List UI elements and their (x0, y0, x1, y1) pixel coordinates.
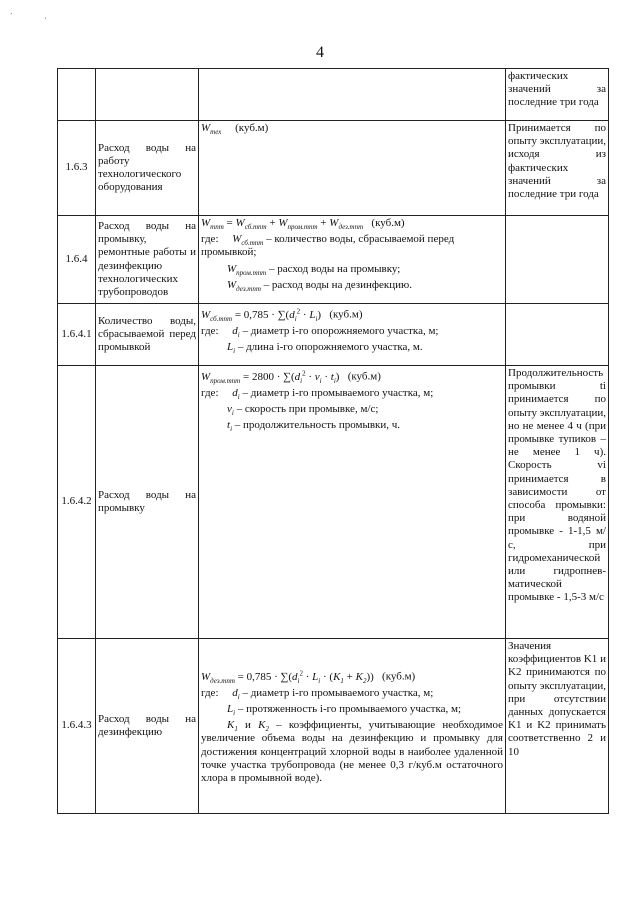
item-note (506, 639, 609, 814)
variable-description: – длина i-го опорожняемого участка, м. (237, 341, 423, 354)
where-label: где: (201, 233, 219, 246)
item-note: фактических значений за последние три года (506, 69, 609, 121)
formula-unit: (куб.м) (235, 122, 269, 134)
item-name: Количество воды, сбрасываемой перед промывкой (96, 304, 199, 366)
formula-unit: (куб.м) (347, 370, 381, 383)
table-row (58, 69, 609, 121)
note-text: Значения коэффициентов K1 и K2 принимаются по опыту эксплуатации, при отсутствии данных допускается K1 и K2 принимать соответственно 2 и 10 (508, 640, 606, 758)
item-note: Продолжительность промывки ti принимается по опыту эксплуатации, но не менее 4 ч (при промывке тупиков – не менее 1 ч). Скорость vi принимается в зависимости от способа промывки: при водяной промывке - 1-1,5 м/с, при гидромеханической или гидропнев-матической промывке - 1,5-3 м/с (506, 366, 609, 639)
item-name: Расход воды на дезинфекцию (96, 639, 199, 814)
page-number: 4 (316, 44, 324, 61)
formula-unit: (куб.м) (371, 217, 405, 229)
item-formula: $W_{дез.тпт} = 0,785 \cdot \sum(d_i^2 \cdot L_i \cdot (K_1 + K_2))$ (куб.м) где: $d_i$ – диаметр i-го промываемого участка, м; $L_i$ – протяженность i-го промываемого участка, м; $K_1$ и $K_2$ – коэффициенты, учитывающие необходимое увеличение объема воды на дезинфекцию и промывку для достижения концентраций хлорной воды в наиболее удаленной точке участка трубопровода (не менее 0,3 г/куб.м остаточного хлора в промывной воде). (199, 639, 506, 814)
item-number: 1.6.4.2 (58, 366, 96, 639)
scan-mark: ´ (10, 12, 13, 21)
formula-unit: (куб.м) (329, 308, 363, 321)
item-formula: $W_{сб.тпт} = 0,785 \cdot \sum(d_i^2 \cdot L_i)$ (куб.м) где: $d_i$ – диаметр i-го опорожняемого участка, м; $L_i$ – длина i-го опорожняемого участка, м. (199, 304, 506, 366)
where-label: где: (201, 686, 219, 699)
formula-expression: $W_{тпт} = W_{сб.тпт} + W_{пром.тпт} + W_{дез.тпт}$ (201, 217, 364, 232)
formula-unit: (куб.м) (382, 670, 416, 683)
variable-description: – количество воды, сбрасываемой перед промывкой; (201, 233, 455, 259)
item-number: 1.6.4.1 (58, 304, 96, 366)
formula-expression: $W_{сб.тпт} = 0,785 \cdot \sum(d_i^2 \cdot L_i)$ (201, 307, 322, 323)
variable-description: – скорость при промывке, м/с; (236, 403, 379, 416)
item-number (58, 69, 96, 121)
variable-description: – диаметр i-го промываемого участка, м; (242, 386, 434, 399)
item-number: 1.6.4.3 (58, 639, 96, 814)
item-note (506, 216, 609, 304)
variable-description: – протяженность i-го промываемого участка, м; (237, 702, 462, 715)
table-row (58, 639, 609, 814)
item-note (506, 304, 609, 366)
item-name: Расход воды на промывку (96, 366, 199, 639)
where-label: где: (201, 324, 219, 337)
formula-expression: $W_{тех}$ (201, 122, 222, 137)
variable-description: – расход воды на промывку; (268, 262, 401, 275)
where-label: где: (201, 386, 219, 399)
item-name: Расход воды на промывку, ремонтные работы и дезинфекцию технологических трубопроводов (96, 216, 199, 304)
norms-table (57, 68, 609, 814)
variable-description: – диаметр i-го промываемого участка, м; (242, 686, 434, 699)
item-number: 1.6.4 (58, 216, 96, 304)
item-name (96, 69, 199, 121)
item-formula: $W_{тпт} = W_{сб.тпт} + W_{пром.тпт} + W_{дез.тпт}$ (куб.м) где: $W_{сб.тпт}$ – количество воды, сбрасываемой перед промывкой; $W_{пром.тпт}$ – расход воды на промывку; $W_{дез.тпт}$ – расход воды на дезинфекцию. (199, 216, 506, 304)
table-row (58, 216, 609, 304)
variable-description: – коэффициенты, учитывающие необходимое увеличение объема воды на дезинфекцию и промывку для достижения концентраций хлорной воды в наиболее удаленной точке участка трубопровода (не менее 0,3 г/куб.м остаточного хлора в промывной воде). (201, 719, 504, 784)
formula-expression: $W_{дез.тпт} = 0,785 \cdot \sum(d_i^2 \cdot L_i \cdot (K_1 + K_2))$ (201, 668, 374, 685)
item-name: Расход воды на работу технологического оборудования (96, 121, 199, 216)
item-formula (199, 121, 506, 216)
formula-expression: $W_{пром.тпт} = 2800 \cdot \sum(d_i^2 \cdot v_i \cdot t_i)$ (201, 369, 340, 385)
item-formula: $W_{пром.тпт} = 2800 \cdot \sum(d_i^2 \cdot v_i \cdot t_i)$ (куб.м) где: $d_i$ – диаметр i-го промываемого участка, м; $v_i$ – скорость при промывке, м/с; $t_i$ – продолжительность промывки, ч. (199, 366, 506, 639)
table-row (58, 121, 609, 216)
table-row (58, 304, 609, 366)
item-note: Принимается по опыту эксплуатации, исходя из фактических значений за последние три года (506, 121, 609, 216)
scan-mark: · (44, 14, 47, 23)
variable-description: – диаметр i-го опорожняемого участка, м; (242, 324, 439, 337)
variable-description: – расход воды на дезинфекцию. (263, 278, 413, 291)
item-formula (199, 69, 506, 121)
variable-description: – продолжительность промывки, ч. (234, 419, 401, 432)
table-row (58, 366, 609, 639)
item-number: 1.6.3 (58, 121, 96, 216)
